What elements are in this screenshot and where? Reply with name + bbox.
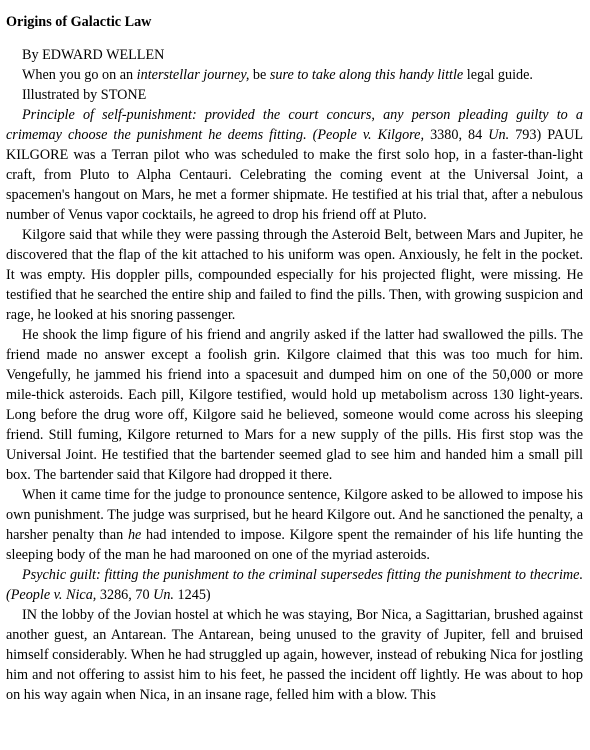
byline — [6, 45, 583, 65]
paragraph-4-text-2: had intended to impose. Kilgore spent the remainder of his life hunting the sleeping body of the man he had marooned on one of the myriad asteroids. — [6, 527, 583, 563]
document-page — [6, 12, 583, 705]
document-title: Origins of Galactic Law — [6, 14, 152, 30]
subtitle-text-3: legal guide. — [463, 67, 533, 83]
paragraph-4-italic: he — [127, 527, 142, 543]
paragraph-1-italic-2: Un. — [488, 127, 510, 143]
paragraph-5-italic-2: Un. — [153, 587, 174, 603]
subtitle-text-2: be — [249, 67, 270, 83]
paragraph-5-italic-1: Psychic guilt: fitting the punishment to the criminal supersedes fitting the punishment to thecrime. (People v. Nica, — [6, 567, 583, 603]
paragraph-2: Kilgore said that while they were passing through the Asteroid Belt, between Mars and Jupiter, he discovered that the flap of the kit attached to his uniform was open. Anxiously, he felt in the pocket. It was empty. His doppler pills, compounded especially for his projected flight, were missing. He testified that he searched the entire ship and failed to find the pills. Then, with growing suspicion and rage, he looked at his snoring passenger. — [6, 227, 583, 323]
subtitle — [6, 65, 583, 85]
paragraph-1 — [6, 105, 583, 225]
paragraph-4 — [6, 485, 583, 565]
paragraph-1-text-2: 793) PAUL KILGORE was a Terran pilot who was scheduled to make the first solo hop, in a faster-than-light craft, from Pluto to Alpha Centauri. Celebrating the coming event at the Universal Joint, a spacemen's hangout on Mars, he met a former shipmate. He testified at his trial that, after a nebulous number of Venus vapor cocktails, he agreed to drop his friend off at Pluto. — [6, 127, 583, 223]
paragraph-1-text-1: 3380, 84 — [424, 127, 489, 143]
paragraph-5-text-2: 1245) — [173, 587, 211, 603]
paragraph-1-italic-1: Principle of self-punishment: provided the court concurs, any person pleading guilty to a crimemay choose the punishment he deems fitting. (People v. Kilgore, — [6, 107, 583, 143]
subtitle-italic-2: sure to take along this handy little — [269, 67, 464, 83]
illustrator-text: Illustrated by STONE — [22, 87, 147, 103]
subtitle-italic-1: interstellar journey, — [136, 67, 250, 83]
paragraph-4-text-1: When it came time for the judge to pronounce sentence, Kilgore asked to be allowed to impose his own punishment. The judge was surprised, but he heard Kilgore out. And he sanctioned the penalty, a harsher penalty than — [6, 487, 583, 543]
byline-text: By EDWARD WELLEN — [22, 47, 165, 63]
paragraph-3: He shook the limp figure of his friend and angrily asked if the latter had swallowed the pills. The friend made no answer except a foolish grin. Kilgore claimed that this was too much for him. Vengefully, he jammed his friend into a spacesuit and dumped him on one of the 50,000 or more mile-thick asteroids. Each pill, Kilgore testified, would hold up metabolism across 130 light-years. Long before the drug wore off, Kilgore said he believed, someone would come across his sleeping friend. Still fuming, Kilgore returned to Mars for a new supply of the pills. His first stop was the Universal Joint. He testified that the bartender seemed glad to see him and handed him a small pill box. The bartender said that Kilgore had dropped it there. — [6, 327, 583, 483]
illustrator-credit — [6, 85, 583, 105]
paragraph-5 — [6, 565, 583, 605]
paragraph-6: IN the lobby of the Jovian hostel at which he was staying, Bor Nica, a Sagittarian, brushed against another guest, an Antarean. The Antarean, being unused to the gravity of Jupiter, fell and bruised himself considerably. When he had struggled up again, however, instead of rebuking Nica for jostling him and not offering to assist him to his feet, he passed the incident off lightly. He was about to hop on his way again when Nica, in an insane rage, felled him with a blow. This — [6, 607, 583, 703]
subtitle-text-1: When you go on an — [22, 67, 137, 83]
paragraph-5-text-1: 3286, 70 — [96, 587, 154, 603]
